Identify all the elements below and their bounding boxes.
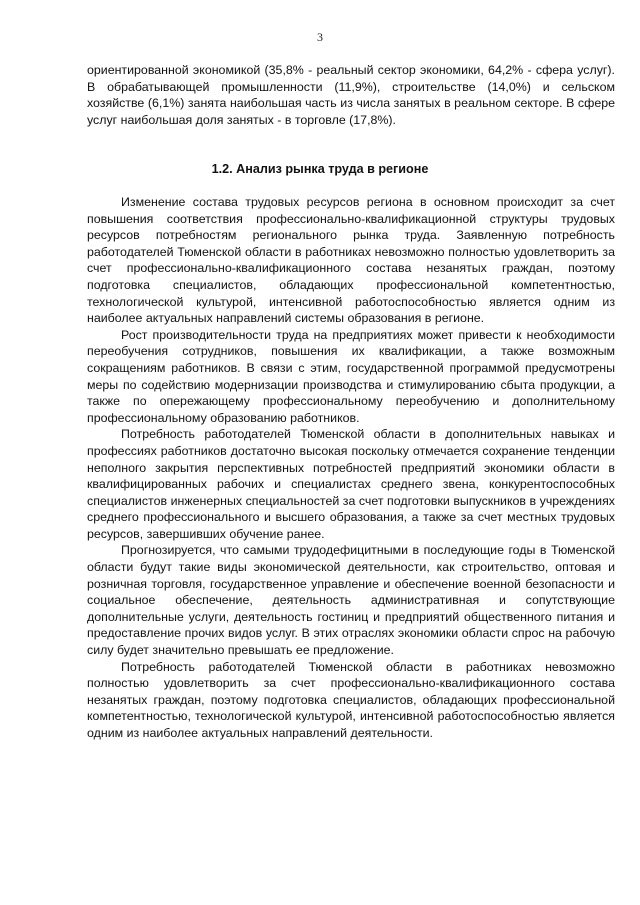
paragraph-conclusion: Потребность работодателей Тюменской области в работниках невозможно полностью удовлетворить за счет профессионально-квалификационного состава незанятых граждан, поэтому подготовка специалистов, обладающих профессиональной компетентностью, технологической культурой, интенсивной работоспособностью является одним из наиболее актуальных направлений деятельности. [87,659,615,740]
section-heading: 1.2. Анализ рынка труда в регионе [211,162,429,176]
paragraph-labor-resources: Изменение состава трудовых ресурсов региона в основном происходит за счет повышения соответствия профессионально-квалификационной структуры трудовых ресурсов потребностям регионального рынка труда. Заявленную потребность работодателей Тюменской области в работниках невозможно полностью удовлетворить за счет профессионально-квалификационного состава незанятых граждан, поэтому подготовка специалистов, обладающих профессиональной компетентностью, технологической культурой, интенсивной работоспособностью является одним из наиболее актуальных направлений системы образования в регионе. [87,195,615,326]
intro-text-block [87,62,615,128]
intro-paragraph: ориентированной экономикой (35,8% - реальный сектор экономики, 64,2% - сфера услуг). В обрабатывающей промышленности (11,9%), строительстве (14,0%) и сельском хозяйстве (6,1%) занята наибольшая часть из числа занятых в реальном секторе. В сфере услуг наибольшая доля занятых - в торговле (17,8%). [87,63,615,127]
paragraph-employer-demand: Потребность работодателей Тюменской области в дополнительных навыках и профессиях работников достаточно высокая поскольку отмечается сохранение тенденции неполного закрытия перспективных потребностей предприятий экономики области в квалифицированных рабочих и специалистах среднего звена, конкурентоспособных специалистов инженерных специальностей за счет подготовки выпускников в учреждениях среднего профессионального и высшего образования, а также за счет местных трудовых ресурсов, завершивших обучение ранее. [87,427,615,541]
section-body [87,194,615,742]
page-number: 3 [317,30,323,44]
paragraph-forecast: Прогнозируется, что самыми трудодефицитными в последующие годы в Тюменской области будут такие виды экономической деятельности, как строительство, оптовая и розничная торговля, государственное управление и обеспечение военной безопасности и социальное обеспечение, деятельность административная и сопутствующие дополнительные услуги, деятельность гостиниц и предприятий общественного питания и предоставление прочих видов услуг. В этих отраслях экономики области спрос на рабочую силу будет значительно превышать ее предложение. [87,543,615,658]
paragraph-productivity: Рост производительности труда на предприятиях может привести к необходимости переобучения сотрудников, повышения их квалификации, а также возможным сокращениям работников. В связи с этим, государственной программой предусмотрены меры по содействию модернизации производства и стимулированию сбыта продукции, а также по опережающему профессиональному переобучению и дополнительному профессиональному образованию работников. [87,327,615,425]
